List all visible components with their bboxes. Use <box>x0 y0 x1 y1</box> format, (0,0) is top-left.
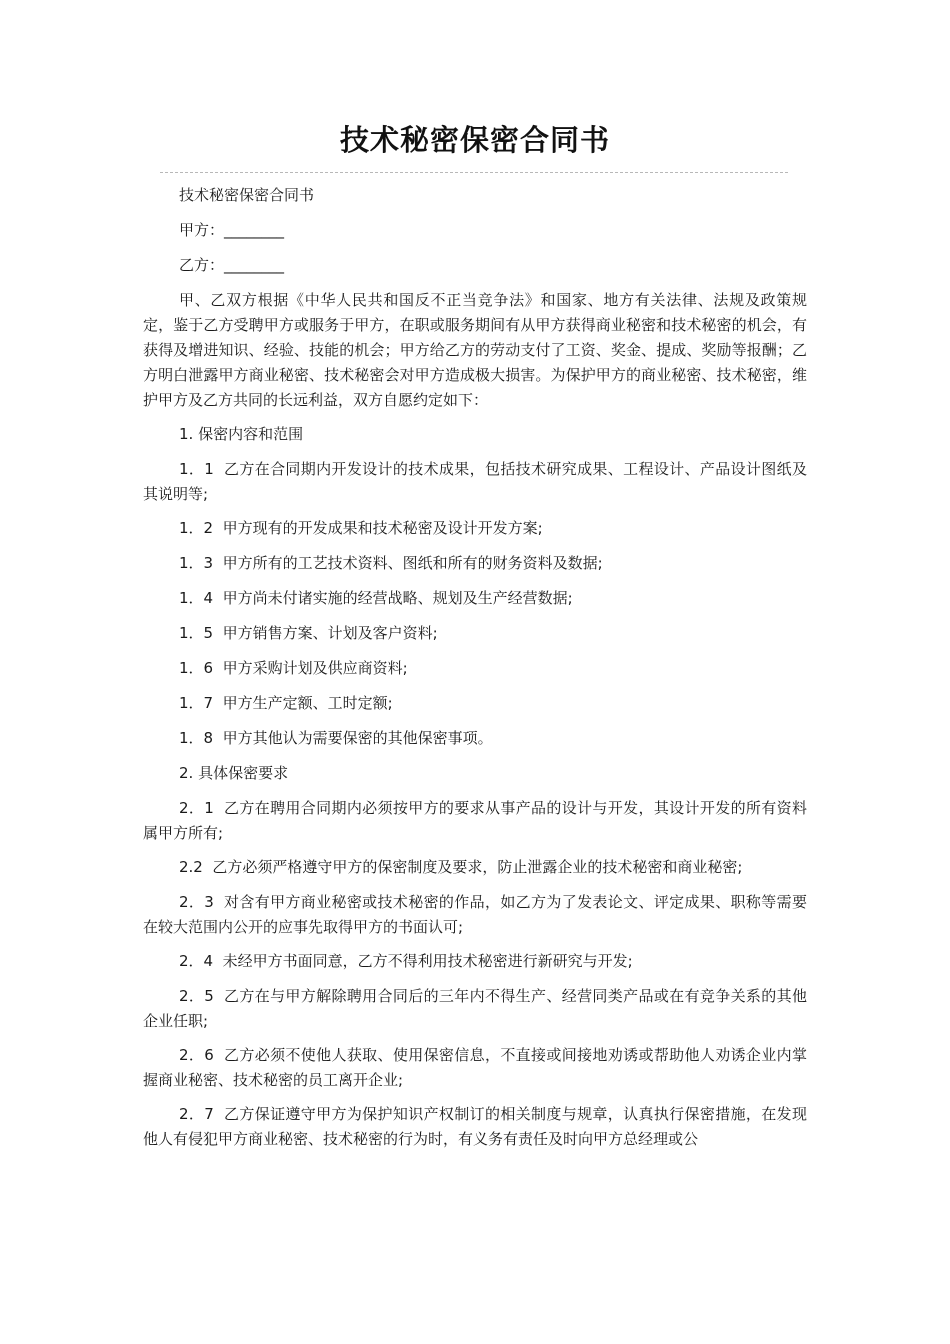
clause-1-5: 1．5 甲方销售方案、计划及客户资料; <box>179 624 438 642</box>
clause-2-6: 2．6 乙方必须不使他人获取、使用保密信息，不直接或间接地劝诱或帮助他人劝诱企业内掌握商业秘密、技术秘密的员工离开企业; <box>143 1046 807 1089</box>
section-heading-1: 1. 保密内容和范围 <box>179 425 304 443</box>
clause-1-8: 1．8 甲方其他认为需要保密的其他保密事项。 <box>179 729 493 747</box>
clause-2-2: 2.2 乙方必须严格遵守甲方的保密制度及要求，防止泄露企业的技术秘密和商业秘密; <box>179 858 743 876</box>
clause-2-1: 2．1 乙方在聘用合同期内必须按甲方的要求从事产品的设计与开发，其设计开发的所有资料属甲方所有; <box>143 799 807 842</box>
clause-2-3: 2．3 对含有甲方商业秘密或技术秘密的作品，如乙方为了发表论文、评定成果、职称等需要在较大范围内公开的应事先取得甲方的书面认可; <box>143 893 807 936</box>
preamble-paragraph: 甲、乙双方根据《中华人民共和国反不正当竞争法》和国家、地方有关法律、法规及政策规定，鉴于乙方受聘甲方或服务于甲方，在职或服务期间有从甲方获得商业秘密和技术秘密的机会，有获得及增进知识、经验、技能的机会；甲方给乙方的劳动支付了工资、奖金、提成、奖励等报酬；乙方明白泄露甲方商业秘密、技术秘密会对甲方造成极大损害。为保护甲方的商业秘密、技术秘密，维护甲方及乙方共同的长远利益，双方自愿约定如下： <box>143 291 807 409</box>
clause-1-4: 1．4 甲方尚未付诸实施的经营战略、规划及生产经营数据; <box>179 589 573 607</box>
document-body <box>143 183 807 1161</box>
heading-repeat: 技术秘密保密合同书 <box>179 186 315 204</box>
section-heading-2: 2. 具体保密要求 <box>179 764 289 782</box>
party-b-line: 乙方：________ <box>179 256 285 274</box>
clause-1-7: 1．7 甲方生产定额、工时定额; <box>179 694 393 712</box>
clause-2-5: 2．5 乙方在与甲方解除聘用合同后的三年内不得生产、经营同类产品或在有竞争关系的其他企业任职; <box>143 987 807 1030</box>
clause-2-7: 2．7 乙方保证遵守甲方为保护知识产权制订的相关制度与规章，认真执行保密措施，在发现他人有侵犯甲方商业秘密、技术秘密的行为时，有义务有责任及时向甲方总经理或公 <box>143 1105 807 1148</box>
clause-1-6: 1．6 甲方采购计划及供应商资料; <box>179 659 408 677</box>
party-a-line: 甲方：________ <box>179 221 285 239</box>
document-title: 技术秘密保密合同书 <box>339 123 610 157</box>
clause-1-2: 1．2 甲方现有的开发成果和技术秘密及设计开发方案; <box>179 519 543 537</box>
clause-2-4: 2．4 未经甲方书面同意，乙方不得利用技术秘密进行新研究与开发; <box>179 952 633 970</box>
title-divider <box>160 172 788 173</box>
clause-1-3: 1．3 甲方所有的工艺技术资料、图纸和所有的财务资料及数据; <box>179 554 603 572</box>
clause-1-1: 1．1 乙方在合同期内开发设计的技术成果，包括技术研究成果、工程设计、产品设计图纸及其说明等; <box>143 460 807 503</box>
